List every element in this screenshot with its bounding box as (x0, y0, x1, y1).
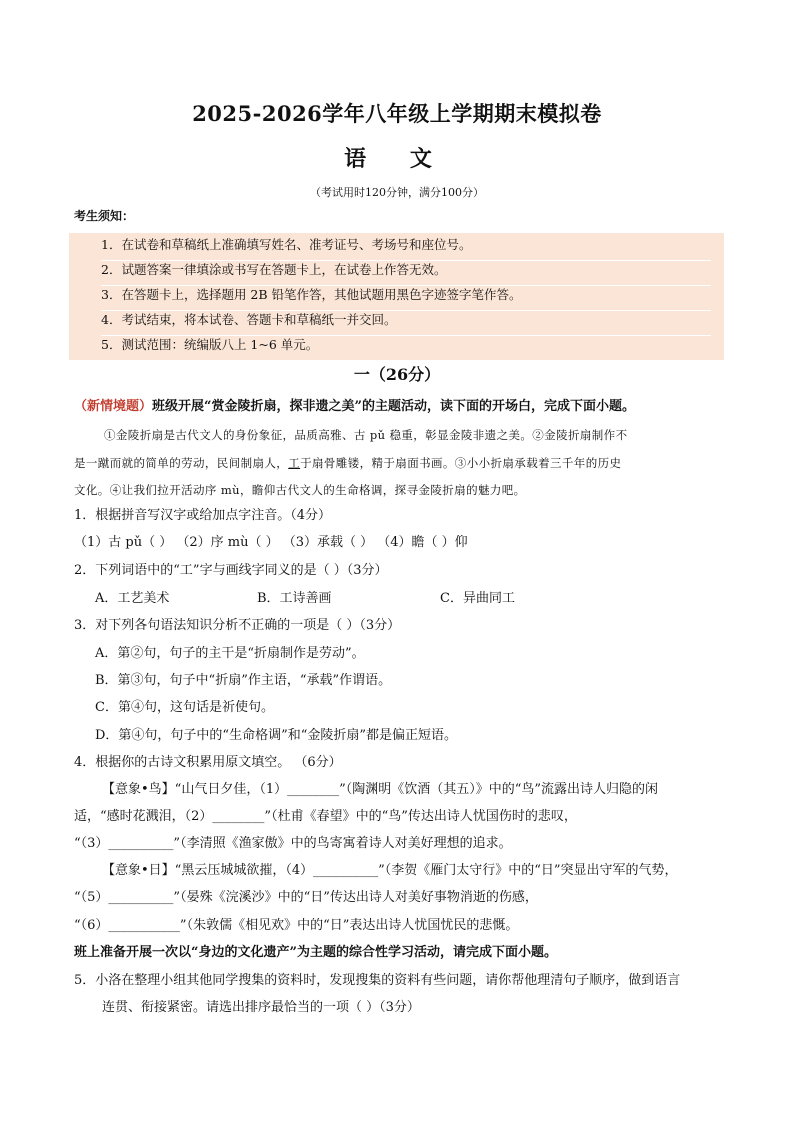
intro-text: 班级开展“赏金陵折扇，探非遗之美”的主题活动，读下面的开场白，完成下面小题。 (152, 399, 635, 414)
question-3-option-b: B．第③句，句子中“折扇”作主语，“承载”作谓语。 (95, 673, 392, 688)
exam-info: （考试用时120分钟，满分100分） (310, 186, 484, 199)
notice-item: 1．在试卷和草稿纸上准确填写姓名、准考证号、考场号和座位号。 (101, 235, 711, 261)
section-heading: 一（26分） (353, 365, 441, 384)
question-5-line: 5．小洛在整理小组其他同学搜集的资料时，发现搜集的资料有些问题，请你帮他理清句子顺序，做到语言 (74, 973, 681, 988)
intro-line (74, 398, 635, 416)
passage-line-1: ①金陵折扇是古代文人的身份象征，品质高雅、古 pǔ 稳重，彰显金陵非遗之美。②金陵折扇制作不 (104, 428, 628, 442)
new-context-tag: （新情境题） (74, 399, 153, 414)
question-4-line: 适，“感时花溅泪，（2）________”（杜甫《春望》中的“鸟”传达出诗人忧国伤时的悲叹， (74, 809, 577, 824)
exam-title: 2025-2026学年八年级上学期期末模拟卷 (192, 101, 602, 126)
question-1-stem: 1．根据拼音写汉字或给加点字注音。（4分） (74, 508, 332, 523)
notice-heading: 考生须知： (74, 209, 135, 223)
question-3-option-a: A．第②句，句子的主干是“折扇制作是劳动”。 (95, 646, 365, 661)
passage-line-3: 文化。④让我们拉开活动序 mù，瞻仰古代文人的生命格调，探寻金陵折扇的魅力吧。 (74, 483, 526, 497)
notice-item: 3．在答题卡上，选择题用 2B 铅笔作答，其他试题用黑色字迹签字笔作答。 (101, 285, 711, 311)
question-4-line: 【意象•鸟】“山气日夕佳，（1）________”（陶渊明《饮酒（其五）》中的“鸟”流露出诗人归隐的闲 (102, 782, 659, 797)
passage-text: 于扇骨雕镂，精于扇面书画。③小小折扇承载着三千年的历史 (300, 456, 622, 470)
question-2-option-b: B．工诗善画 (257, 591, 332, 606)
activity-intro: 班上准备开展一次以“身边的文化遗产”为主题的综合性学习活动，请完成下面小题。 (74, 945, 557, 960)
question-4-line: “（5）__________”（晏殊《浣溪沙》中的“日”传达出诗人对美好事物消逝的伤感， (74, 890, 538, 905)
question-2-option-c: C．异曲同工 (440, 591, 515, 606)
notice-item: 4．考试结束，将本试卷、答题卡和草稿纸一并交回。 (101, 310, 711, 336)
notice-item: 5．测试范围：统编版八上 1~6 单元。 (101, 337, 319, 352)
question-4-line: “（3）__________”（李清照《渔家傲》中的鸟寄寓着诗人对美好理想的追求。 (74, 836, 512, 851)
question-5-line: 连贯、衔接紧密。请选出排序最恰当的一项（ ）（3分） (102, 1000, 420, 1015)
question-1-options: （1）古 pǔ（ ） （2）序 mù（ ） （3）承载（ ） （4）瞻（ ）仰 (74, 535, 468, 550)
passage-line-2 (74, 454, 621, 472)
question-2-stem: 2．下列词语中的“工”字与画线字同义的是（ ）（3分） (74, 563, 388, 578)
question-3-option-c: C．第④句，这句话是祈使句。 (95, 700, 274, 715)
question-2-option-a: A．工艺美术 (95, 591, 170, 606)
question-4-stem: 4．根据你的古诗文积累用原文填空。 （6分） (74, 755, 342, 770)
notice-item: 2．试题答案一律填涂或书写在答题卡上，在试卷上作答无效。 (101, 260, 711, 286)
question-4-line: 【意象•日】“黑云压城城欲摧，（4）__________”（李贺《雁门太守行》中的“日”突显出守军的气势， (102, 863, 678, 878)
notice-box (69, 233, 724, 360)
passage-text: 是一蹴而就的简单的劳动，民间制扇人， (74, 456, 289, 470)
question-3-option-d: D．第④句，句子中的“生命格调”和“金陵折扇”都是偏正短语。 (95, 728, 458, 743)
underlined-char: 工 (288, 456, 301, 470)
question-4-line: “（6）___________”（朱敦儒《相见欢》中的“日”表达出诗人忧国忧民的悲慨。 (74, 918, 519, 933)
question-3-stem: 3．对下列各句语法知识分析不正确的一项是（ ）（3分） (74, 618, 401, 633)
subject-title: 语 文 (344, 146, 450, 172)
